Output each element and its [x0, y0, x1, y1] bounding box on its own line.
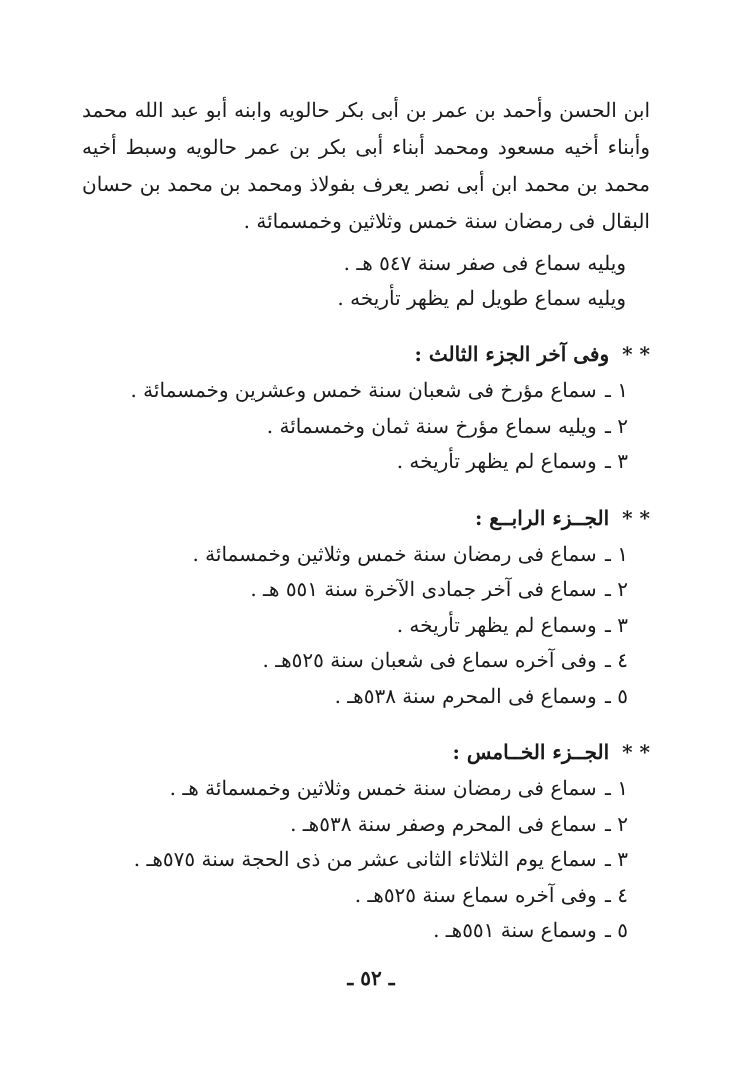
list-item: [82, 913, 650, 949]
item-text: وفى آخره سماع سنة ٥٢٥هـ .: [354, 882, 597, 907]
item-number: ١ ـ: [605, 776, 628, 800]
list-item: [82, 444, 650, 480]
section-heading: [82, 500, 650, 537]
list-item: [82, 878, 650, 914]
list-item: [82, 842, 650, 878]
item-text: سماع يوم الثلاثاء الثانى عشر من ذى الحجة سنة ٥٧٥هـ .: [133, 847, 597, 871]
list-item: [82, 608, 650, 644]
section-part-four: [82, 500, 650, 715]
intro-line: ابن الحسن وأحمد بن عمر بن أبى بكر حالويه وابنه أبو عبد الله محمد وأبناء: [82, 98, 650, 159]
item-text: وسماع سنة ٥٥١هـ .: [433, 918, 597, 942]
item-number: ١ ـ: [605, 541, 628, 566]
asterisk-icon: * *: [622, 740, 650, 764]
asterisk-icon: * *: [622, 342, 650, 366]
section-items: [82, 373, 650, 480]
item-number: ٣ ـ: [605, 449, 628, 473]
item-text: ويليه سماع مؤرخ سنة ثمان وخمسمائة .: [266, 413, 597, 438]
page-body: [82, 92, 650, 949]
intro-line: ابن أبى نصر يعرف بفولاذ ومحمد بن محمد بن حسان البقال فى رمضان سنة: [82, 172, 650, 233]
section-items: [82, 771, 650, 949]
section-heading-text: الجــزء الرابــع :: [474, 505, 610, 530]
item-number: ٣ ـ: [605, 847, 628, 871]
list-item: [82, 807, 650, 843]
item-text: سماع فى آخر جمادى الآخرة سنة ٥٥١ هـ .: [250, 577, 597, 601]
item-number: ٥ ـ: [605, 683, 628, 708]
item-number: ٢ ـ: [605, 413, 628, 438]
asterisk-icon: * *: [622, 505, 650, 530]
note-line: ويليه سماع طويل لم يظهر تأريخه .: [337, 286, 626, 310]
section-heading-text: وفى آخر الجزء الثالث :: [414, 342, 610, 366]
section-heading-text: الجــزء الخــامس :: [452, 740, 610, 764]
item-text: وسماع فى المحرم سنة ٥٣٨هـ .: [334, 683, 597, 708]
item-number: ٥ ـ: [605, 918, 628, 942]
item-number: ٢ ـ: [605, 811, 628, 836]
list-item: [82, 679, 650, 715]
notes-block: [82, 246, 650, 316]
item-number: ٣ ـ: [605, 612, 628, 637]
section-part-five: [82, 734, 650, 949]
list-item: [82, 572, 650, 608]
section-heading: [82, 734, 650, 771]
section-items: [82, 537, 650, 715]
intro-paragraph: [82, 92, 650, 240]
list-item: [82, 643, 650, 679]
item-number: ٤ ـ: [605, 882, 628, 907]
item-text: وسماع لم يظهر تأريخه .: [396, 612, 597, 637]
item-text: سماع فى رمضان سنة خمس وثلاثين وخمسمائة هـ .: [169, 776, 597, 800]
item-number: ٢ ـ: [605, 577, 628, 601]
item-text: سماع فى المحرم وصفر سنة ٥٣٨هـ .: [290, 811, 597, 836]
intro-line: أخيه مسعود ومحمد أبناء أبى بكر بن عمر حالويه وسبط أخيه محمد بن محمد: [82, 135, 651, 196]
item-text: وفى آخره سماع فى شعبان سنة ٥٢٥هـ .: [262, 648, 597, 672]
page-number: ـ ٥٢ ـ: [347, 966, 395, 990]
list-item: [82, 537, 650, 573]
section-part-three: [82, 336, 650, 480]
item-text: وسماع لم يظهر تأريخه .: [396, 449, 597, 473]
note-line: ويليه سماع فى صفر سنة ٥٤٧ هـ .: [343, 251, 626, 275]
item-text: سماع مؤرخ فى شعبان سنة خمس وعشرين وخمسمائة .: [130, 378, 597, 402]
item-number: ١ ـ: [605, 378, 628, 402]
item-number: ٤ ـ: [605, 648, 628, 672]
list-item: [82, 771, 650, 807]
intro-line: خمس وثلاثين وخمسمائة .: [243, 209, 458, 233]
section-heading: [82, 336, 650, 373]
list-item: [82, 373, 650, 409]
list-item: [82, 409, 650, 445]
item-text: سماع فى رمضان سنة خمس وثلاثين وخمسمائة .: [192, 541, 597, 566]
